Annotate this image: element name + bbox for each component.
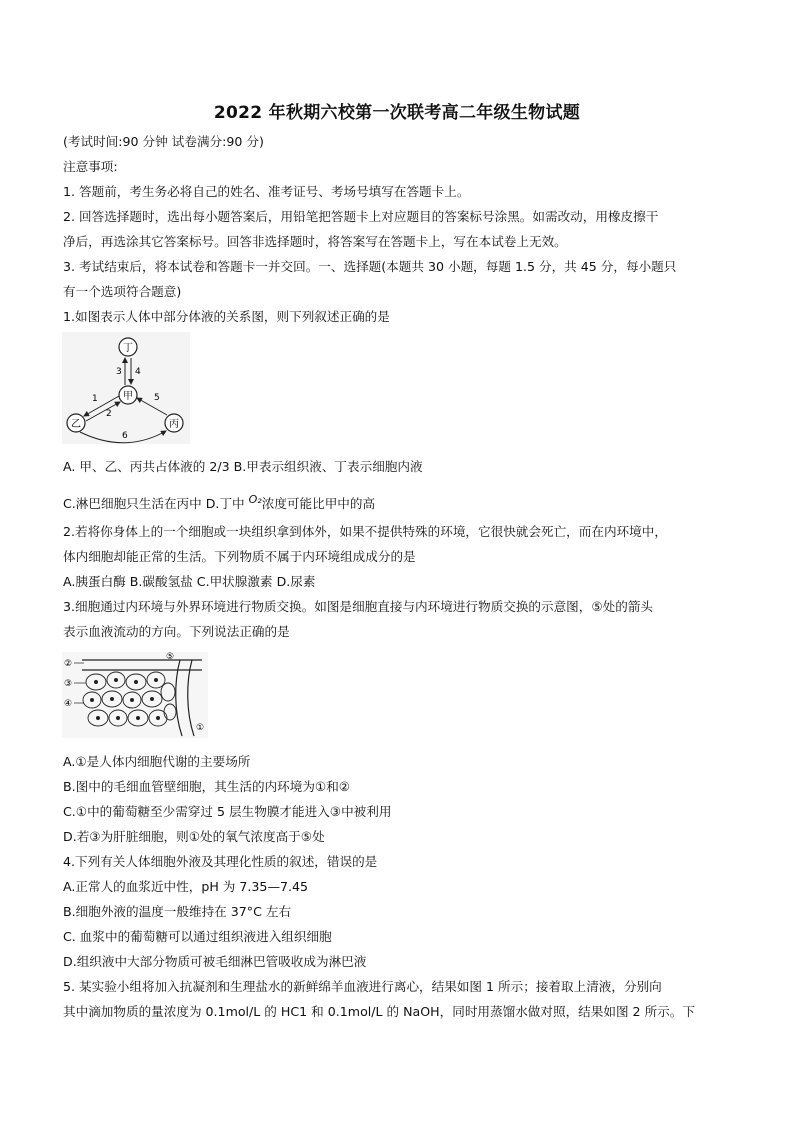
q4-option: A.正常人的血浆近中性，pH 为 7.35—7.45	[63, 879, 309, 894]
node-label: 丁	[123, 343, 133, 354]
q4-option: D.组织液中大部分物质可被毛细淋巴管吸收成为淋巴液	[63, 954, 367, 969]
q5-stem-line2: 其中滴加物质的量浓度为 0.1mol/L 的 HC1 和 0.1mol/L 的 NaOH，同时用蒸馏水做对照，结果如图 2 所示。下	[63, 1004, 695, 1019]
note-line: 3. 考试结束后，将本试卷和答题卡一并交回。一、选择题(本题共 30 小题，每题 1.5 分，共 45 分，每小题只	[63, 259, 677, 274]
q2-stem-line1: 2.若将你身体上的一个细胞或一块组织拿到体外，如果不提供特殊的环境，它很快就会死亡，而在内环境中，	[63, 524, 667, 539]
node-label: 丙	[169, 419, 179, 430]
label-3: ③	[64, 679, 73, 689]
edge-label: 4	[135, 367, 141, 377]
q2-options: A.胰蛋白酶 B.碳酸氢盐 C.甲状腺激素 D.尿素	[63, 574, 316, 589]
label-4: ④	[64, 699, 73, 709]
q5-stem-line1: 5. 某实验小组将加入抗凝剂和生理盐水的新鲜绵羊血液进行离心，结果如图 1 所示；接着取上清液，分别向	[63, 979, 662, 994]
body-fluid-diagram	[62, 332, 190, 444]
edge-label: 5	[154, 393, 160, 403]
q4-stem: 4.下列有关人体细胞外液及其理化性质的叙述，错误的是	[63, 854, 378, 869]
q1-option-c-d: C.淋巴细胞只生活在丙中 D.丁中	[63, 496, 249, 511]
q4-option: C. 血浆中的葡萄糖可以通过组织液进入组织细胞	[63, 929, 332, 944]
label-5: ⑤	[166, 652, 175, 662]
note-line: 1. 答题前，考生务必将自己的姓名、准考证号、考场号填写在答题卡上。	[63, 184, 470, 199]
node-label: 乙	[71, 419, 81, 430]
q1-options-line1: A. 甲、乙、丙共占体液的 2/3 B.甲表示组织液、丁表示细胞内液	[63, 459, 423, 474]
notes-heading: 注意事项:	[63, 159, 118, 174]
page-title: 2022 年秋期六校第一次联考高二年级生物试题	[213, 103, 581, 123]
exam-info: (考试时间:90 分钟 试卷满分:90 分)	[63, 134, 264, 149]
q2-stem-line2: 体内细胞却能正常的生活。下列物质不属于内环境组成成分的是	[63, 549, 416, 564]
edge-label: 3	[116, 367, 122, 377]
edge-label: 1	[92, 394, 98, 404]
edge-label: 6	[122, 431, 128, 441]
edge-label: 2	[106, 409, 112, 419]
q4-option: B.细胞外液的温度一般维持在 37°C 左右	[63, 904, 292, 919]
label-1: ①	[196, 723, 205, 733]
tissue-exchange-diagram	[62, 652, 208, 738]
note-line: 净后，再选涂其它答案标号。回答非选择题时，将答案写在答题卡上，写在本试卷上无效。	[63, 234, 567, 249]
q3-stem-line1: 3.细胞通过内环境与外界环境进行物质交换。如图是细胞直接与内环境进行物质交换的示意图，⑤处的箭头	[63, 599, 654, 614]
q1-option-d-tail: 浓度可能比甲中的高	[261, 496, 376, 511]
q1-options-line2	[63, 493, 376, 513]
o2-formula: O₂	[248, 493, 262, 506]
q3-option: C.①中的葡萄糖至少需穿过 5 层生物膜才能进入③中被利用	[63, 804, 392, 819]
q1-stem: 1.如图表示人体中部分体液的关系图，则下列叙述正确的是	[63, 309, 390, 324]
label-2: ②	[64, 659, 73, 669]
note-line: 2. 回答选择题时，选出每小题答案后，用铅笔把答题卡上对应题目的答案标号涂黑。如需改动，用橡皮擦干	[63, 209, 659, 224]
q3-option: D.若③为肝脏细胞，则①处的氧气浓度高于⑤处	[63, 829, 325, 844]
note-line: 有一个选项符合题意)	[63, 284, 182, 299]
q3-option: A.①是人体内细胞代谢的主要场所	[63, 754, 251, 769]
q3-option: B.图中的毛细血管壁细胞，其生活的内环境为①和②	[63, 779, 351, 794]
q3-stem-line2: 表示血液流动的方向。下列说法正确的是	[63, 624, 290, 639]
diagram-background	[62, 652, 208, 738]
node-label: 甲	[123, 391, 133, 402]
